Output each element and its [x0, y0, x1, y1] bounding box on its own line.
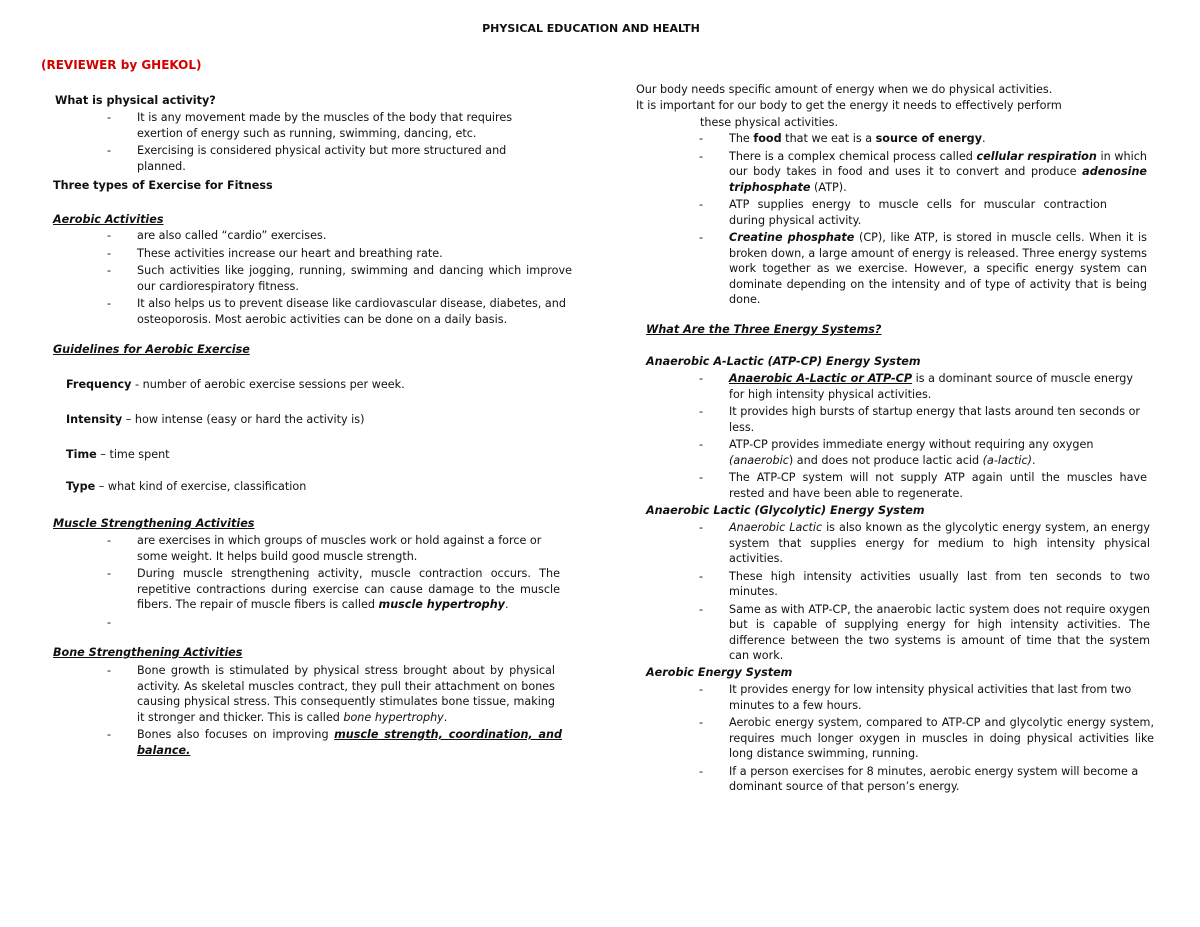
list-item: - It also helps us to prevent disease like cardiovascular disease, diabetes, and osteoporosis. Most aerobic activities can be done on a daily basis.: [107, 297, 566, 326]
muscle-list: - are exercises in which groups of muscles work or hold against a force or some weight. It helps build good muscle strength. - During muscle strengthening activity, muscle contraction occurs. The repetitive contractions during exercise can cause damage to the muscle fibers. The repair of muscle fibers is called muscle hypertrophy. -: [107, 534, 560, 629]
question-physical-activity: What is physical activity?: [55, 94, 216, 107]
heading-bone-strengthening: Bone Strengthening Activities: [53, 646, 243, 659]
list-item: - If a person exercises for 8 minutes, aerobic energy system will become a dominant source of that person’s energy.: [699, 764, 1139, 793]
heading-alactic-system: Anaerobic A-Lactic (ATP-CP) Energy System: [646, 355, 921, 368]
list-item: - Anaerobic A-Lactic or ATP-CP is a dominant source of muscle energy for high intensity physical activities.: [699, 372, 1133, 401]
list-item: - are also called “cardio” exercises.: [107, 229, 327, 242]
intro-line-2: It is important for our body to get the energy it needs to effectively perform: [636, 99, 1062, 112]
heading-lactic-system: Anaerobic Lactic (Glycolytic) Energy System: [646, 504, 925, 517]
alactic-list: [699, 371, 1147, 503]
list-item: - ATP supplies energy to muscle cells for muscular contraction during physical activity.: [699, 198, 1107, 227]
guideline-intensity: Intensity – how intense (easy or hard the activity is): [66, 413, 365, 426]
section-three-types: Three types of Exercise for Fitness: [53, 179, 273, 192]
list-item: - During muscle strengthening activity, muscle contraction occurs. The repetitive contractions during exercise can cause damage to the muscle fibers. The repair of muscle fibers is called muscle hypertrophy.: [107, 567, 560, 611]
heading-aerobic-activities: Aerobic Activities: [53, 213, 164, 226]
list-item: - These activities increase our heart and breathing rate.: [107, 246, 443, 260]
heading-aerobic-system: Aerobic Energy System: [646, 666, 793, 679]
list-item: - Such activities like jogging, running, swimming and dancing which improve our cardiorespiratory fitness.: [107, 264, 572, 293]
list-item: - There is a complex chemical process called cellular respiration in which our body takes in food and uses it to convert and produce adenosine triphosphate (ATP).: [699, 149, 1147, 194]
list-item: - It is any movement made by the muscles of the body that requires exertion of energy such as running, swimming, dancing, etc.: [107, 111, 513, 140]
list-item: - The ATP-CP system will not supply ATP again until the muscles have rested and have been able to regenerate.: [699, 471, 1147, 500]
list-item: - Anaerobic Lactic is also known as the glycolytic energy system, an energy system that supplies energy for medium to high intensity physical activities.: [699, 521, 1150, 565]
heading-muscle-strengthening: Muscle Strengthening Activities: [53, 517, 255, 530]
guideline-frequency: Frequency - number of aerobic exercise sessions per week.: [66, 378, 405, 391]
list-item: - Aerobic energy system, compared to ATP-CP and glycolytic energy system, requires much longer oxygen in muscles in doing physical activities like long distance swimming, running.: [699, 716, 1154, 760]
guideline-time: Time – time spent: [66, 448, 170, 461]
list-item: - These high intensity activities usually last from ten seconds to two minutes.: [699, 569, 1150, 598]
energy-intro-list: [699, 131, 1147, 310]
list-item: - Bones also focuses on improving muscle strength, coordination, and balance.: [107, 728, 562, 757]
list-item: - Exercising is considered physical activity but more structured and planned.: [107, 144, 507, 173]
intro-line-3: these physical activities.: [700, 116, 839, 129]
bone-list: [107, 663, 562, 760]
reviewer-credit: (REVIEWER by GHEKOL): [41, 58, 202, 72]
lactic-list: [699, 520, 1150, 666]
page-title: PHYSICAL EDUCATION AND HEALTH: [482, 22, 700, 35]
aerobic-list: [107, 228, 572, 329]
intro-line-1: Our body needs specific amount of energy when we do physical activities.: [636, 83, 1053, 96]
list-item: - Same as with ATP-CP, the anaerobic lactic system does not require oxygen but is capable of supplying energy for high intensity activities. The difference between the two systems is amount of time that the system can work.: [699, 602, 1150, 662]
list-item: - Creatine phosphate (CP), like ATP, is stored in muscle cells. When it is broken down, a large amount of energy is released. Three energy systems work together as we exercise. However, a specific energy system can dominate depending on the intensity and of type of activity that is being done.: [699, 231, 1147, 306]
list-item: - Bone growth is stimulated by physical stress brought about by physical activity. As skeletal muscles contract, they pull their attachment on bones causing physical stress. This consequently stimulates bone tissue, making it stronger and thicker. This is called bone hypertrophy.: [107, 664, 555, 724]
list-item: - It provides energy for low intensity physical activities that last from two minutes to a few hours.: [699, 683, 1132, 712]
heading-guidelines: Guidelines for Aerobic Exercise: [53, 343, 250, 356]
list-item: - The food that we eat is a source of energy.: [699, 132, 986, 145]
list-item: - are exercises in which groups of muscles work or hold against a force or some weight. It helps build good muscle strength.: [107, 534, 542, 563]
guideline-type: Type – what kind of exercise, classification: [66, 480, 307, 493]
aerobic-system-list: [699, 682, 1154, 797]
physical-activity-list: [107, 110, 527, 176]
list-item: - ATP-CP provides immediate energy without requiring any oxygen (anaerobic) and does not produce lactic acid (a-lactic).: [699, 438, 1094, 467]
heading-three-energy-systems: What Are the Three Energy Systems?: [646, 323, 882, 336]
list-item: - It provides high bursts of startup energy that lasts around ten seconds or less.: [699, 405, 1141, 434]
